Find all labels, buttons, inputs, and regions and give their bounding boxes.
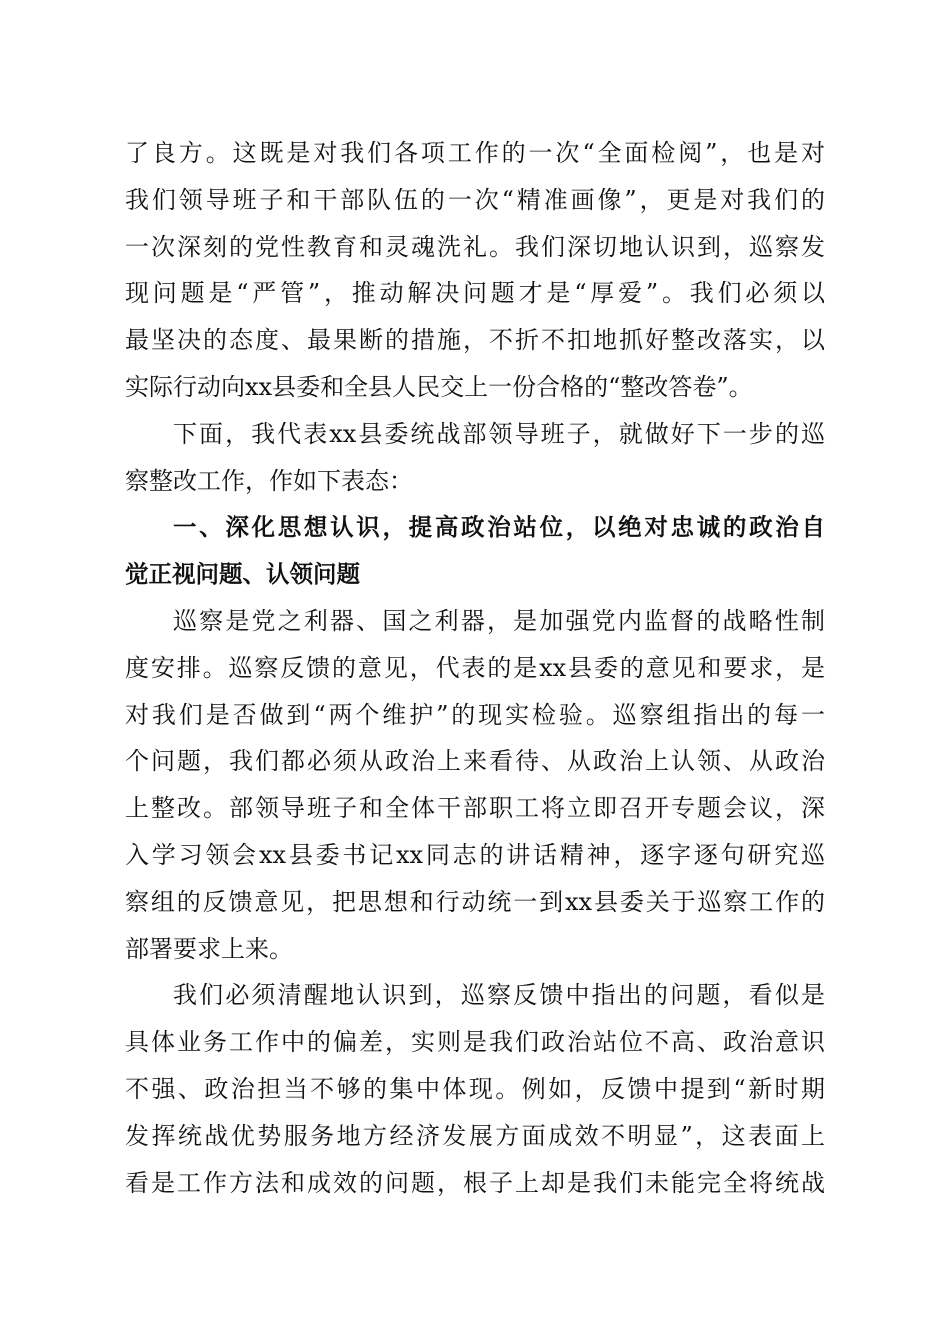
section-heading: 觉正视问题、认领问题 [125,560,360,589]
text-line: 我们领导班子和干部队伍的一次“精准画像”，更是对我们的 [125,185,825,214]
text-line: 下面，我代表xx县委统战部领导班子，就做好下一步的巡 [173,419,825,448]
text-line: 看是工作方法和成效的问题，根子上却是我们未能完全将统战 [125,1168,825,1197]
text-line: 个问题，我们都必须从政治上来看待、从政治上认领、从政治 [125,747,825,776]
document-body [125,130,825,1206]
text-line: 度安排。巡察反馈的意见，代表的是xx县委的意见和要求，是 [125,653,825,682]
text-line: 部署要求上来。 [125,934,293,963]
text-line: 巡察是党之利器、国之利器，是加强党内监督的战略性制 [173,606,825,635]
text-line: 了良方。这既是对我们各项工作的一次“全面检阅”，也是对 [125,139,825,167]
text-line: 现问题是“严管”，推动解决问题才是“厚爱”。我们必须以 [125,279,825,308]
text-line: 发挥统战优势服务地方经济发展方面成效不明显”，这表面上 [125,1121,825,1150]
text-line: 察整改工作，作如下表态： [125,466,413,495]
text-line: 我们必须清醒地认识到，巡察反馈中指出的问题，看似是 [173,981,825,1010]
text-line: 一次深刻的党性教育和灵魂洗礼。我们深切地认识到，巡察发 [125,232,825,261]
text-line: 不强、政治担当不够的集中体现。例如，反馈中提到“新时期 [125,1074,825,1103]
text-line: 上整改。部领导班子和全体干部职工将立即召开专题会议，深 [125,794,825,823]
text-line: 察组的反馈意见，把思想和行动统一到xx县委关于巡察工作的 [125,887,825,916]
text-line: 最坚决的态度、最果断的措施，不折不扣地抓好整改落实，以 [125,326,825,355]
text-line: 实际行动向xx县委和全县人民交上一份合格的“整改答卷”。 [125,372,753,401]
text-line: 具体业务工作中的偏差，实则是我们政治站位不高、政治意识 [125,1028,825,1057]
section-heading: 一、深化思想认识，提高政治站位，以绝对忠诚的政治自 [173,513,825,542]
text-line: 对我们是否做到“两个维护”的现实检验。巡察组指出的每一 [125,700,825,729]
text-line: 入学习领会xx县委书记xx同志的讲话精神，逐字逐句研究巡 [125,840,825,869]
